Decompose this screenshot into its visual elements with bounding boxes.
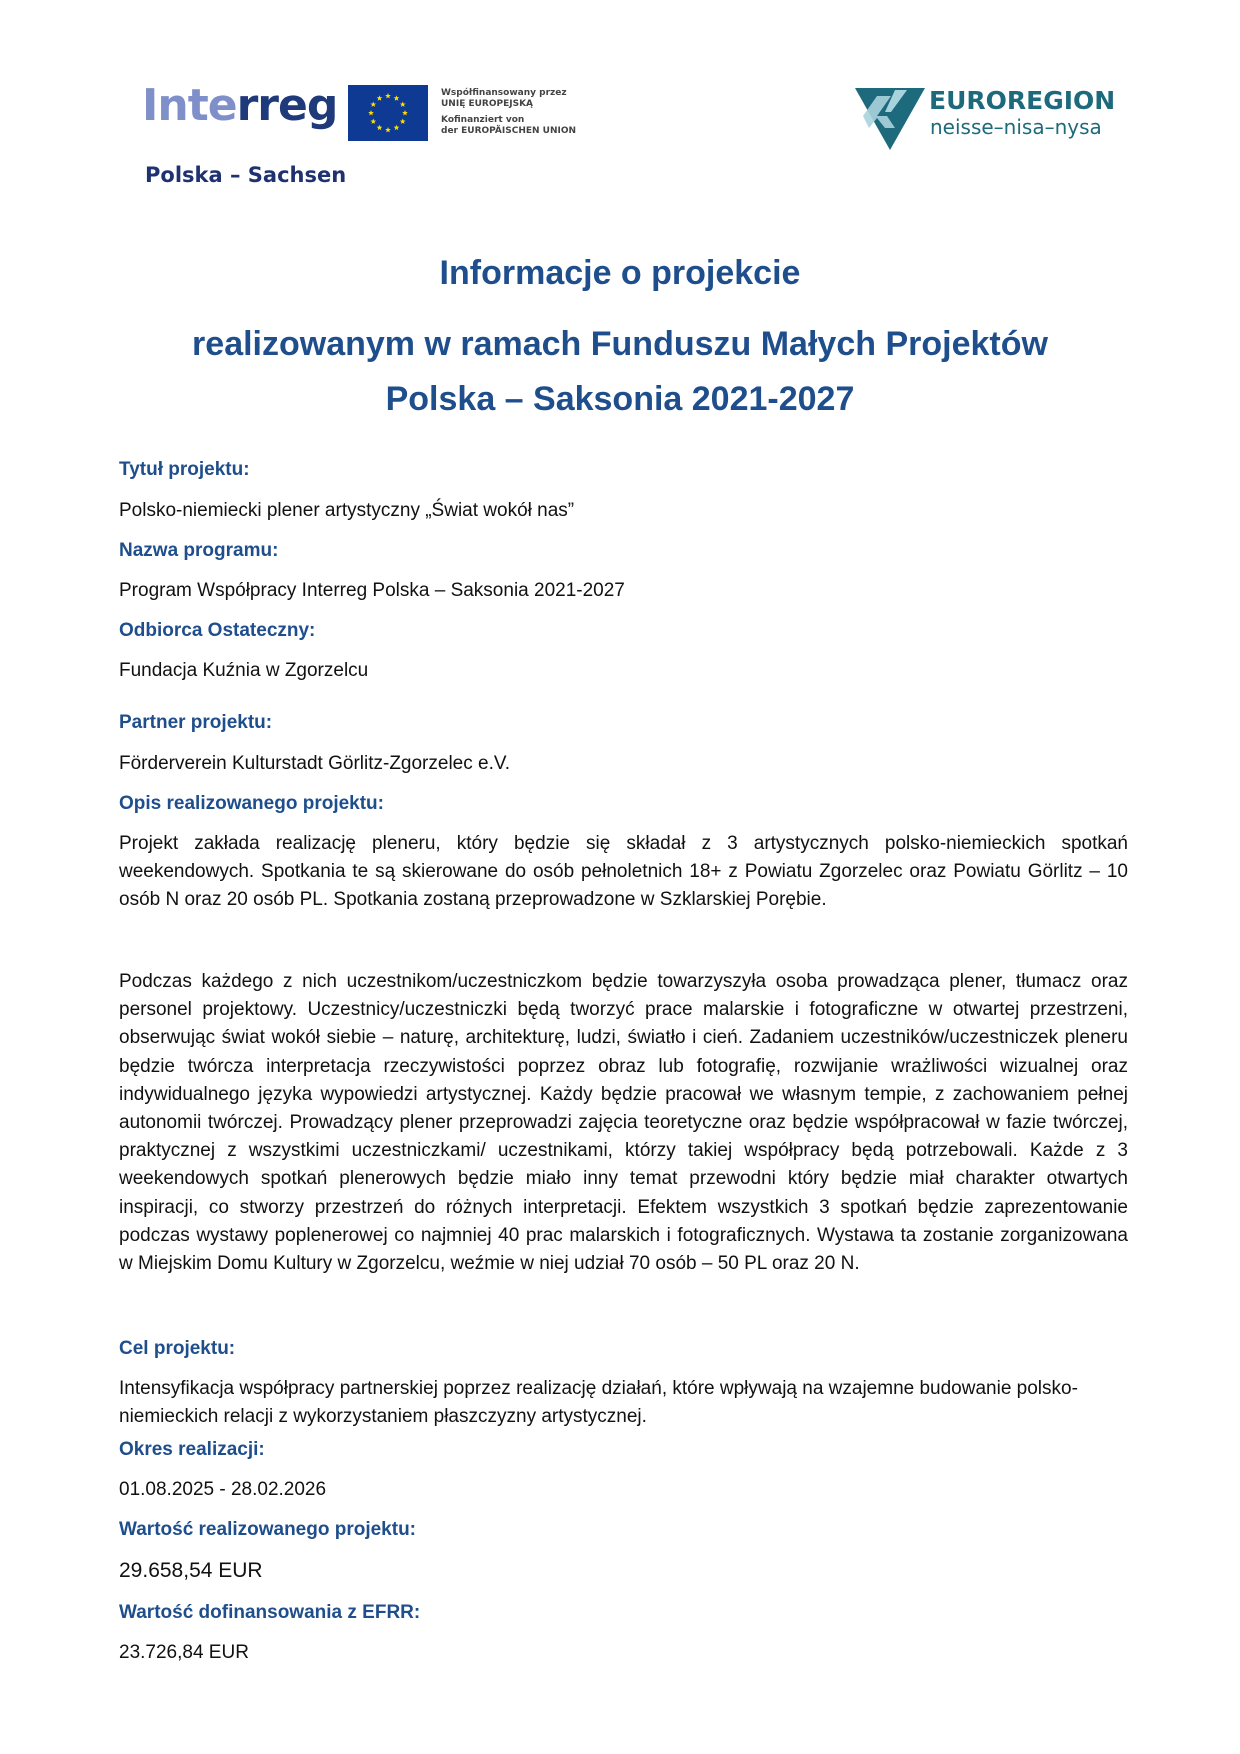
project-goal-label: Cel projektu:: [119, 1338, 236, 1359]
eu-star-icon: [394, 125, 400, 130]
project-description-paragraph-2: Podczas każdego z nich uczestnikom/uczestniczkom będzie towarzyszyła osoba prowadząca plener, tłumacz oraz personel projektowy. Uczestnicy/uczestniczki będą tworzyć prace malarskie i fotograficzne w otwartej przestrzeni, obserwując świat wokół siebie – naturę, architekturę, ludzi, światło i cień. Zadaniem uczestników/uczestniczek pleneru będzie twórcza interpretacja rzeczywistości poprzez obraz lub fotografię, rozwijanie wrażliwości wizualnej oraz indywidualnego języka wypowiedzi artystycznej. Każdy będzie pracował we własnym tempie, z zachowaniem pełnej autonomii twórczej. Prowadzący plener przeprowadzi zajęcia teoretyczne oraz będzie współpracował w fazie twórczej, praktycznej z wszystkimi uczestniczkami/ uczestnikami, którzy takiej współpracy będą potrzebowali. Każde z 3 weekendowych spotkań plenerowych będzie miało inny temat przewodni który będzie miał charakter otwartych inspiracji, co stworzy przestrzeń do różnych interpretacji. Efektem wszystkich 3 spotkań będzie zaprezentowanie podczas wystawy poplenerowej co najmniej 40 prac malarskich i fotograficznych. Wystawa ta zostanie zorganizowana w Miejskim Domu Kultury w Zgorzelcu, weźmie w niej udział 70 osób – 50 PL oraz 20 N.: [119, 971, 1128, 1275]
interreg-wordmark-light: Inte: [142, 80, 237, 131]
euroregion-triangle-icon: [855, 86, 925, 152]
project-description-label: Opis realizowanego projektu:: [119, 793, 384, 814]
eu-star-icon: [370, 102, 376, 107]
eu-stars-icon: [348, 85, 428, 141]
project-title-label: Tytuł projektu:: [119, 459, 250, 480]
eu-text-line-4: der EUROPÄISCHEN UNION: [441, 126, 577, 136]
implementation-period-value: 01.08.2025 - 28.02.2026: [119, 1479, 327, 1500]
eu-text-line-3: Kofinanziert von: [441, 115, 525, 125]
eu-cofinancing-text: [441, 88, 576, 137]
project-goal-value: Intensyfikacja współpracy partnerskiej poprzez realizację działań, które wpływają na wzajemne budowanie polsko-niemieckich relacji z wykorzystaniem płaszczyzny artystycznej.: [119, 1378, 1078, 1428]
final-recipient-label: Odbiorca Ostateczny:: [119, 620, 316, 641]
eu-star-icon: [400, 119, 406, 124]
erdf-cofinancing-label: Wartość dofinansowania z EFRR:: [119, 1602, 421, 1623]
eu-star-icon: [377, 125, 383, 130]
eu-star-icon: [385, 93, 391, 98]
euroregion-subtitle: neisse–nisa–nysa: [930, 115, 1102, 139]
implementation-period-label: Okres realizacji:: [119, 1439, 265, 1460]
final-recipient-value: Fundacja Kuźnia w Zgorzelcu: [119, 660, 369, 681]
interreg-region-label: Polska – Sachsen: [145, 163, 347, 187]
page-subtitle-line-1: realizowanym w ramach Funduszu Małych Projektów: [192, 325, 1048, 363]
interreg-wordmark: [142, 80, 338, 131]
eu-star-icon: [402, 110, 408, 115]
project-partner-value: Förderverein Kulturstadt Görlitz-Zgorzelec e.V.: [119, 753, 511, 774]
eu-flag-icon: [348, 85, 428, 141]
eu-text-line-1: Współfinansowany przez: [441, 88, 567, 98]
project-title-value: Polsko-niemiecki plener artystyczny „Świat wokół nas”: [119, 500, 575, 521]
euroregion-title: EUROREGION: [929, 86, 1116, 115]
project-partner-label: Partner projektu:: [119, 712, 273, 733]
page-title: Informacje o projekcie: [439, 254, 801, 292]
eu-star-icon: [400, 102, 406, 107]
eu-star-icon: [385, 127, 391, 132]
interreg-wordmark-dark: rreg: [236, 80, 338, 131]
eu-star-icon: [394, 95, 400, 100]
erdf-cofinancing-amount: 23.726,84 EUR: [119, 1642, 249, 1663]
eu-text-line-2: UNIĘ EUROPEJSKĄ: [441, 99, 534, 109]
page-subtitle-line-2: Polska – Saksonia 2021-2027: [385, 380, 855, 418]
project-description-paragraph-1: Projekt zakłada realizację pleneru, który będzie się składał z 3 artystycznych polsko-niemieckich spotkań weekendowych. Spotkania te są skierowane do osób pełnoletnich 18+ z Powiatu Zgorzelec oraz Powiatu Görlitz – 10 osób N oraz 20 osób PL. Spotkania zostaną przeprowadzone w Szklarskiej Porębie.: [119, 833, 1128, 911]
eu-star-icon: [368, 110, 374, 115]
program-name-value: Program Współpracy Interreg Polska – Saksonia 2021-2027: [119, 580, 625, 601]
interreg-logo: [142, 80, 338, 131]
project-value-label: Wartość realizowanego projektu:: [119, 1519, 417, 1540]
program-name-label: Nazwa programu:: [119, 540, 279, 561]
eu-star-icon: [370, 119, 376, 124]
eu-star-icon: [377, 95, 383, 100]
project-value-amount: 29.658,54 EUR: [119, 1559, 263, 1582]
